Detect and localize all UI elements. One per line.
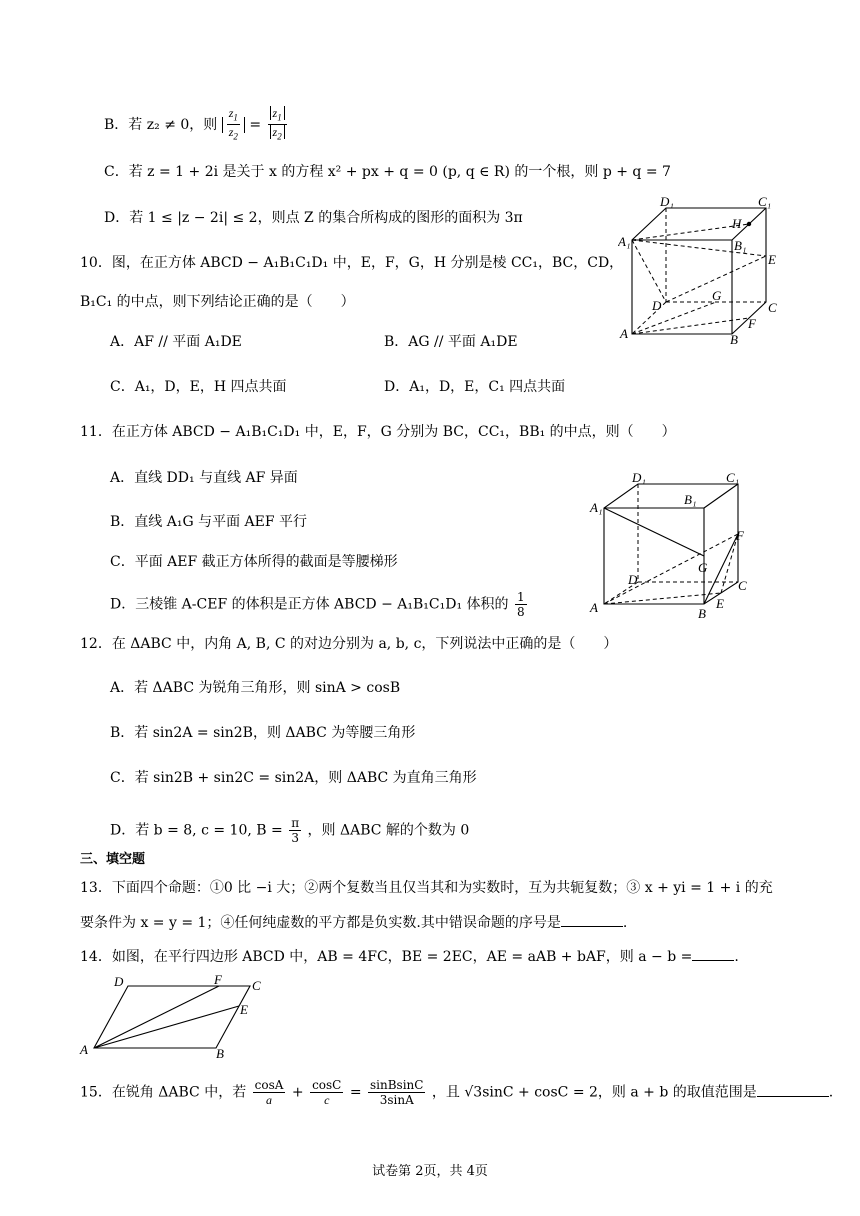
q14-answer-blank[interactable] <box>692 946 734 961</box>
q14-fig-label-c: C <box>252 978 261 993</box>
q10-option-b: B．AG // 平面 A₁DE <box>384 334 518 350</box>
q10-cube-figure <box>618 194 788 344</box>
q10-fig-label-a: A <box>620 326 628 341</box>
q9-option-b-rhs: $\frac{z_1}{z_2}$ <box>268 106 287 144</box>
q11-fig-label-b: B <box>698 606 706 620</box>
q14-fig-label-d: D <box>114 974 124 989</box>
q11-fig-label-d: D <box>628 572 638 587</box>
q9-option-b-condition: z₂ ≠ 0，则 <box>146 116 218 133</box>
q12-option-c: C．若 sin2B + sin2C = sin2A，则 ΔABC 为直角三角形 <box>110 770 477 786</box>
q10-fig-label-a1: A₁ <box>618 234 631 249</box>
q10-option-d: D．A₁，D，E，C₁ 四点共面 <box>384 379 566 395</box>
q11-fig-label-a1: A₁ <box>590 500 603 515</box>
q11-option-d-fraction: $\frac{1}{8}$ <box>516 590 525 619</box>
q14-parallelogram-figure <box>78 972 278 1062</box>
q9-option-b-lhs: $\frac{z_1}{z_2}$ <box>222 117 245 133</box>
q14-fig-label-e: E <box>240 1002 248 1017</box>
q11-stem: 11．在正方体 ABCD − A₁B₁C₁D₁ 中，E，F，G 分别为 BC，CC₁，BB₁ 的中点，则（ ） <box>80 424 676 440</box>
q14-line-text: 14．如图，在平行四边形 ABCD 中，AB = 4FC，BE = 2EC，AE = aAB + bAF，则 a − b = <box>80 949 693 965</box>
q10-option-a: A．AF // 平面 A₁DE <box>110 334 242 350</box>
q14-fig-label-b: B <box>216 1046 224 1061</box>
page-footer: 试卷第 2页，共 4页 <box>372 1164 488 1179</box>
q10-fig-label-d1: D₁ <box>660 194 674 209</box>
q11-cube-figure <box>588 470 758 620</box>
q10-fig-label-g: G <box>712 288 722 303</box>
q12-option-d-prefix: D．若 b = 8, c = 10, B = <box>110 822 283 839</box>
q11-option-d-text: D．三棱锥 A-CEF 的体积是正方体 ABCD − A₁B₁C₁D₁ 体积的 <box>110 596 509 613</box>
q14-line <box>80 946 739 967</box>
q15-equals: = <box>349 1084 362 1101</box>
q15-fraction-1: $\frac{\cos A}{a}$ <box>254 1078 284 1107</box>
q14-fig-label-f: F <box>214 972 222 987</box>
q15-suffix: ，且 √3sinC + cosC = 2，则 a + b 的取值范围是 <box>431 1084 757 1101</box>
q9-option-b: B．若 z₂ ≠ 0，则 $\frac{z_1}{z_2}$ = $\frac{z_1}{z_2}$ <box>104 106 289 144</box>
q10-fig-label-e: E <box>768 252 776 267</box>
q9-option-b-prefix: B．若 <box>104 116 143 133</box>
q11-fig-label-e: E <box>716 596 724 611</box>
q11-fig-label-b1: B₁ <box>684 492 697 507</box>
section-title: 三、填空题 <box>80 852 146 867</box>
q10-fig-label-d: D <box>652 298 662 313</box>
q12-option-a: A．若 ΔABC 为锐角三角形，则 sinA > cosB <box>110 680 401 696</box>
q12-option-d <box>110 816 469 845</box>
q15-prefix: 15．在锐角 ΔABC 中，若 <box>80 1084 247 1101</box>
q15-line <box>80 1078 833 1107</box>
q11-option-a: A．直线 DD₁ 与直线 AF 异面 <box>110 470 298 486</box>
q10-fig-label-b1: B₁ <box>734 238 747 253</box>
q12-option-d-suffix: ，则 ΔABC 解的个数为 0 <box>307 822 470 839</box>
q10-fig-label-f: F <box>748 316 756 331</box>
q10-fig-label-c1: C₁ <box>758 194 772 209</box>
q13-line2-text: 要条件为 x = y = 1；④任何纯虚数的平方都是负实数.其中错误命题的序号是 <box>80 915 561 931</box>
q13-line1: 13．下面四个命题：①0 比 −i 大；②两个复数当且仅当其和为实数时，互为共轭复数；③ x + yi = 1 + i 的充 <box>80 880 773 896</box>
q10-fig-label-b: B <box>730 332 738 344</box>
q13-answer-blank[interactable] <box>561 912 623 927</box>
q15-answer-blank[interactable] <box>757 1082 829 1097</box>
q12-option-b: B．若 sin2A = sin2B，则 ΔABC 为等腰三角形 <box>110 725 416 741</box>
q10-stem-line2: B₁C₁ 的中点，则下列结论正确的是（ ） <box>80 294 355 310</box>
q11-fig-label-g: G <box>698 560 708 575</box>
q15-fraction-3: $\frac{\text{sinBsinC}}{3\sin A}$ <box>370 1078 424 1107</box>
q11-fig-label-c1: C₁ <box>726 470 740 485</box>
q11-option-d <box>110 590 529 619</box>
q10-stem-line1: 10．图，在正方体 ABCD − A₁B₁C₁D₁ 中，E，F，G，H 分别是棱 CC₁，BC，CD， <box>80 255 624 271</box>
q13-end: . <box>622 915 628 931</box>
q10-option-c: C．A₁，D，E，H 四点共面 <box>110 379 287 395</box>
q12-stem: 12．在 ΔABC 中，内角 A, B, C 的对边分别为 a, b, c，下列说法中正确的是（ ） <box>80 636 618 652</box>
q10-fig-label-h: H <box>732 216 742 231</box>
q15-fraction-2: $\frac{\cos C}{c}$ <box>312 1078 342 1107</box>
q11-fig-label-d1: D₁ <box>632 470 646 485</box>
q11-fig-label-c: C <box>738 578 747 593</box>
q15-end: . <box>828 1084 834 1101</box>
q11-option-c: C．平面 AEF 截正方体所得的截面是等腰梯形 <box>110 554 398 570</box>
q12-option-d-fraction: $\frac{\pi}{3}$ <box>291 816 300 845</box>
q11-option-b: B．直线 A₁G 与平面 AEF 平行 <box>110 514 308 530</box>
q10-fig-label-c: C <box>768 300 777 315</box>
q14-end: . <box>734 949 739 965</box>
q9-option-c: C．若 z = 1 + 2i 是关于 x 的方程 x² + px + q = 0 (p, q ∈ R) 的一个根，则 p + q = 7 <box>104 164 671 180</box>
q14-fig-label-a: A <box>80 1042 88 1057</box>
q11-fig-label-f: F <box>736 528 744 543</box>
q11-fig-label-a: A <box>590 600 598 615</box>
q13-line2 <box>80 912 627 933</box>
q15-plus: + <box>291 1084 304 1101</box>
q9-option-d: D．若 1 ≤ |z − 2i| ≤ 2，则点 Z 的集合所构成的图形的面积为 3π <box>104 210 523 226</box>
